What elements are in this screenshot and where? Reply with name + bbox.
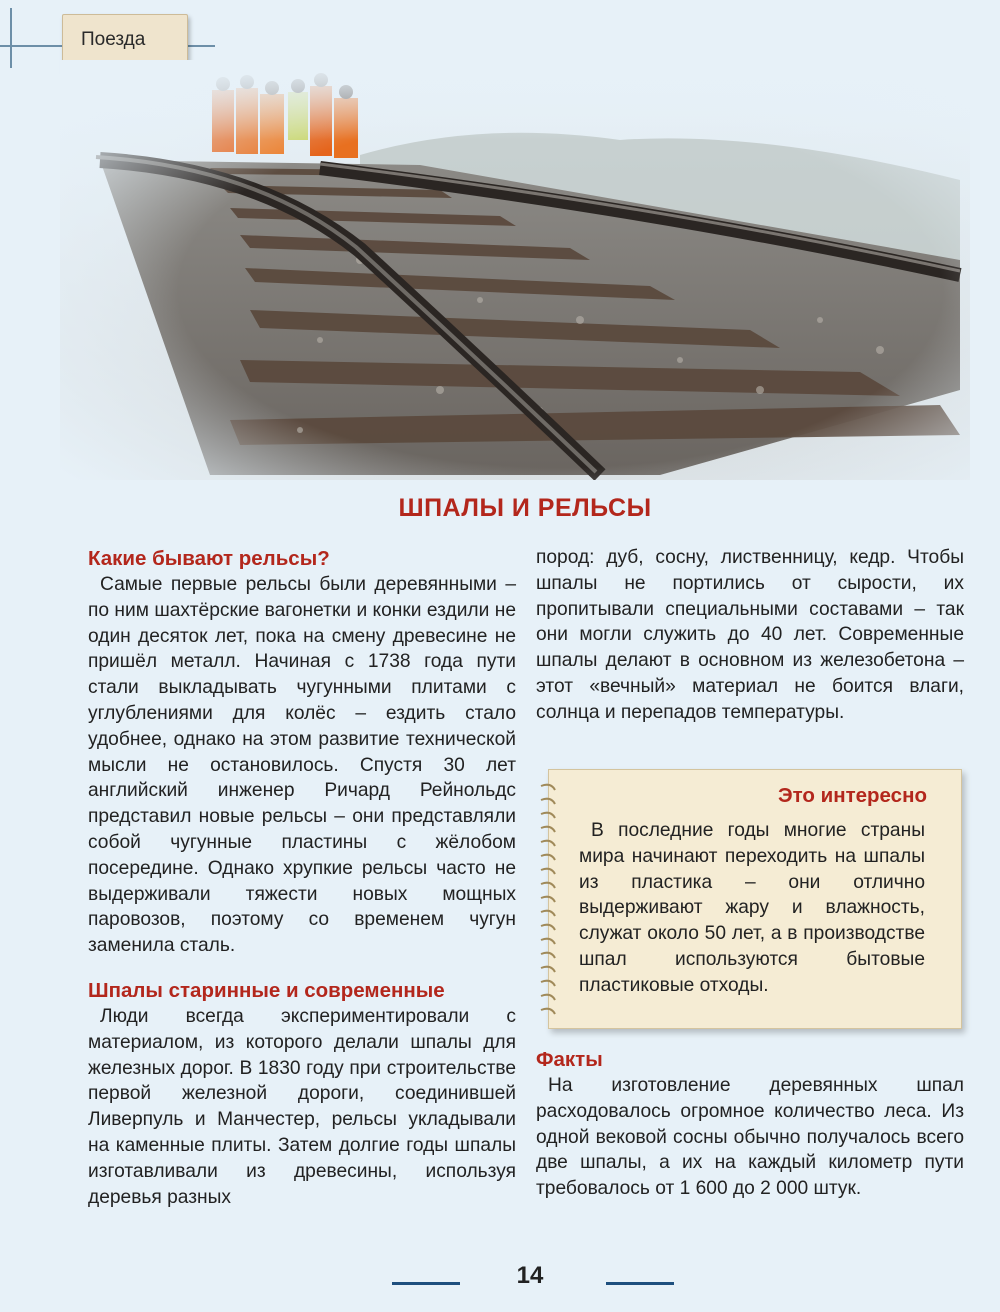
left-column [88,545,516,1210]
page-number-rule-right [606,1282,674,1285]
interesting-note-title: Это интересно [778,784,927,807]
section-tab-label: Поезда [81,29,146,50]
sleepers-text: Люди всегда экспериментировали с материалом, из которого делали шпалы для железных дорог. В 1830 году при строительстве первой железной дороги, соединившей Ливерпуль и Манчестер, рельсы укладывали на каменные плиты. Затем долгие годы шпалы изготавливали из древесины, используя деревья разных [88,1005,516,1208]
sleepers-text-continued: пород: дуб, сосну, лиственницу, кедр. Чтобы шпалы не портились от сырости, их пропитывали специальными составами – так они могли служить до 40 лет. Современные шпалы делают в основном из железобетона – этот «вечный» материал не боится влаги, солнца и перепадов температуры. [536,547,964,723]
page-number: 14 [516,1262,544,1289]
facts-heading: Факты [536,1048,603,1071]
railway-track-photo [60,60,970,480]
rails-text: Самые первые рельсы были деревянными – по ним шахтёрские вагонетки и конки ездили не один десяток лет, пока на смену древесине не пришёл металл. Начиная с 1738 года пути стали выкладывать чугунными плитами с углублениями для колёс – ездить стало удобнее, однако на этом развитие технической мысли не остановилось. Спустя 30 лет английский инженер Ричард Рейнольдс представил новые рельсы – они представляли собой чугунные пластины с жёлобом посередине. Однако хрупкие рельсы часто не выдерживали тяжести новых мощных паровозов, поэтому со временем чугун заменила сталь. [88,574,516,957]
sleepers-heading: Шпалы старинные и современные [88,978,445,1002]
page-title: ШПАЛЫ И РЕЛЬСЫ [398,494,652,522]
interesting-note-text: В последние годы многие страны мира начинают переходить на шпалы из пластика – они отлично выдерживают жару и влажность, служат около 50 лет, а в производстве шпал используются бытовые пластиковые отходы. [579,820,925,996]
header-rule-vertical [10,8,12,68]
spiral-binding-icon [537,780,559,1020]
interesting-note-box [548,769,962,1029]
facts-section [536,1046,964,1202]
right-column [536,545,964,726]
facts-text: На изготовление деревянных шпал расходовалось огромное количество леса. Из одной вековой сосны обычно получалось всего две шпалы, а их на каждый километр пути требовалось от 1 600 до 2 000 штук. [536,1075,964,1200]
rails-heading: Какие бывают рельсы? [88,547,330,570]
